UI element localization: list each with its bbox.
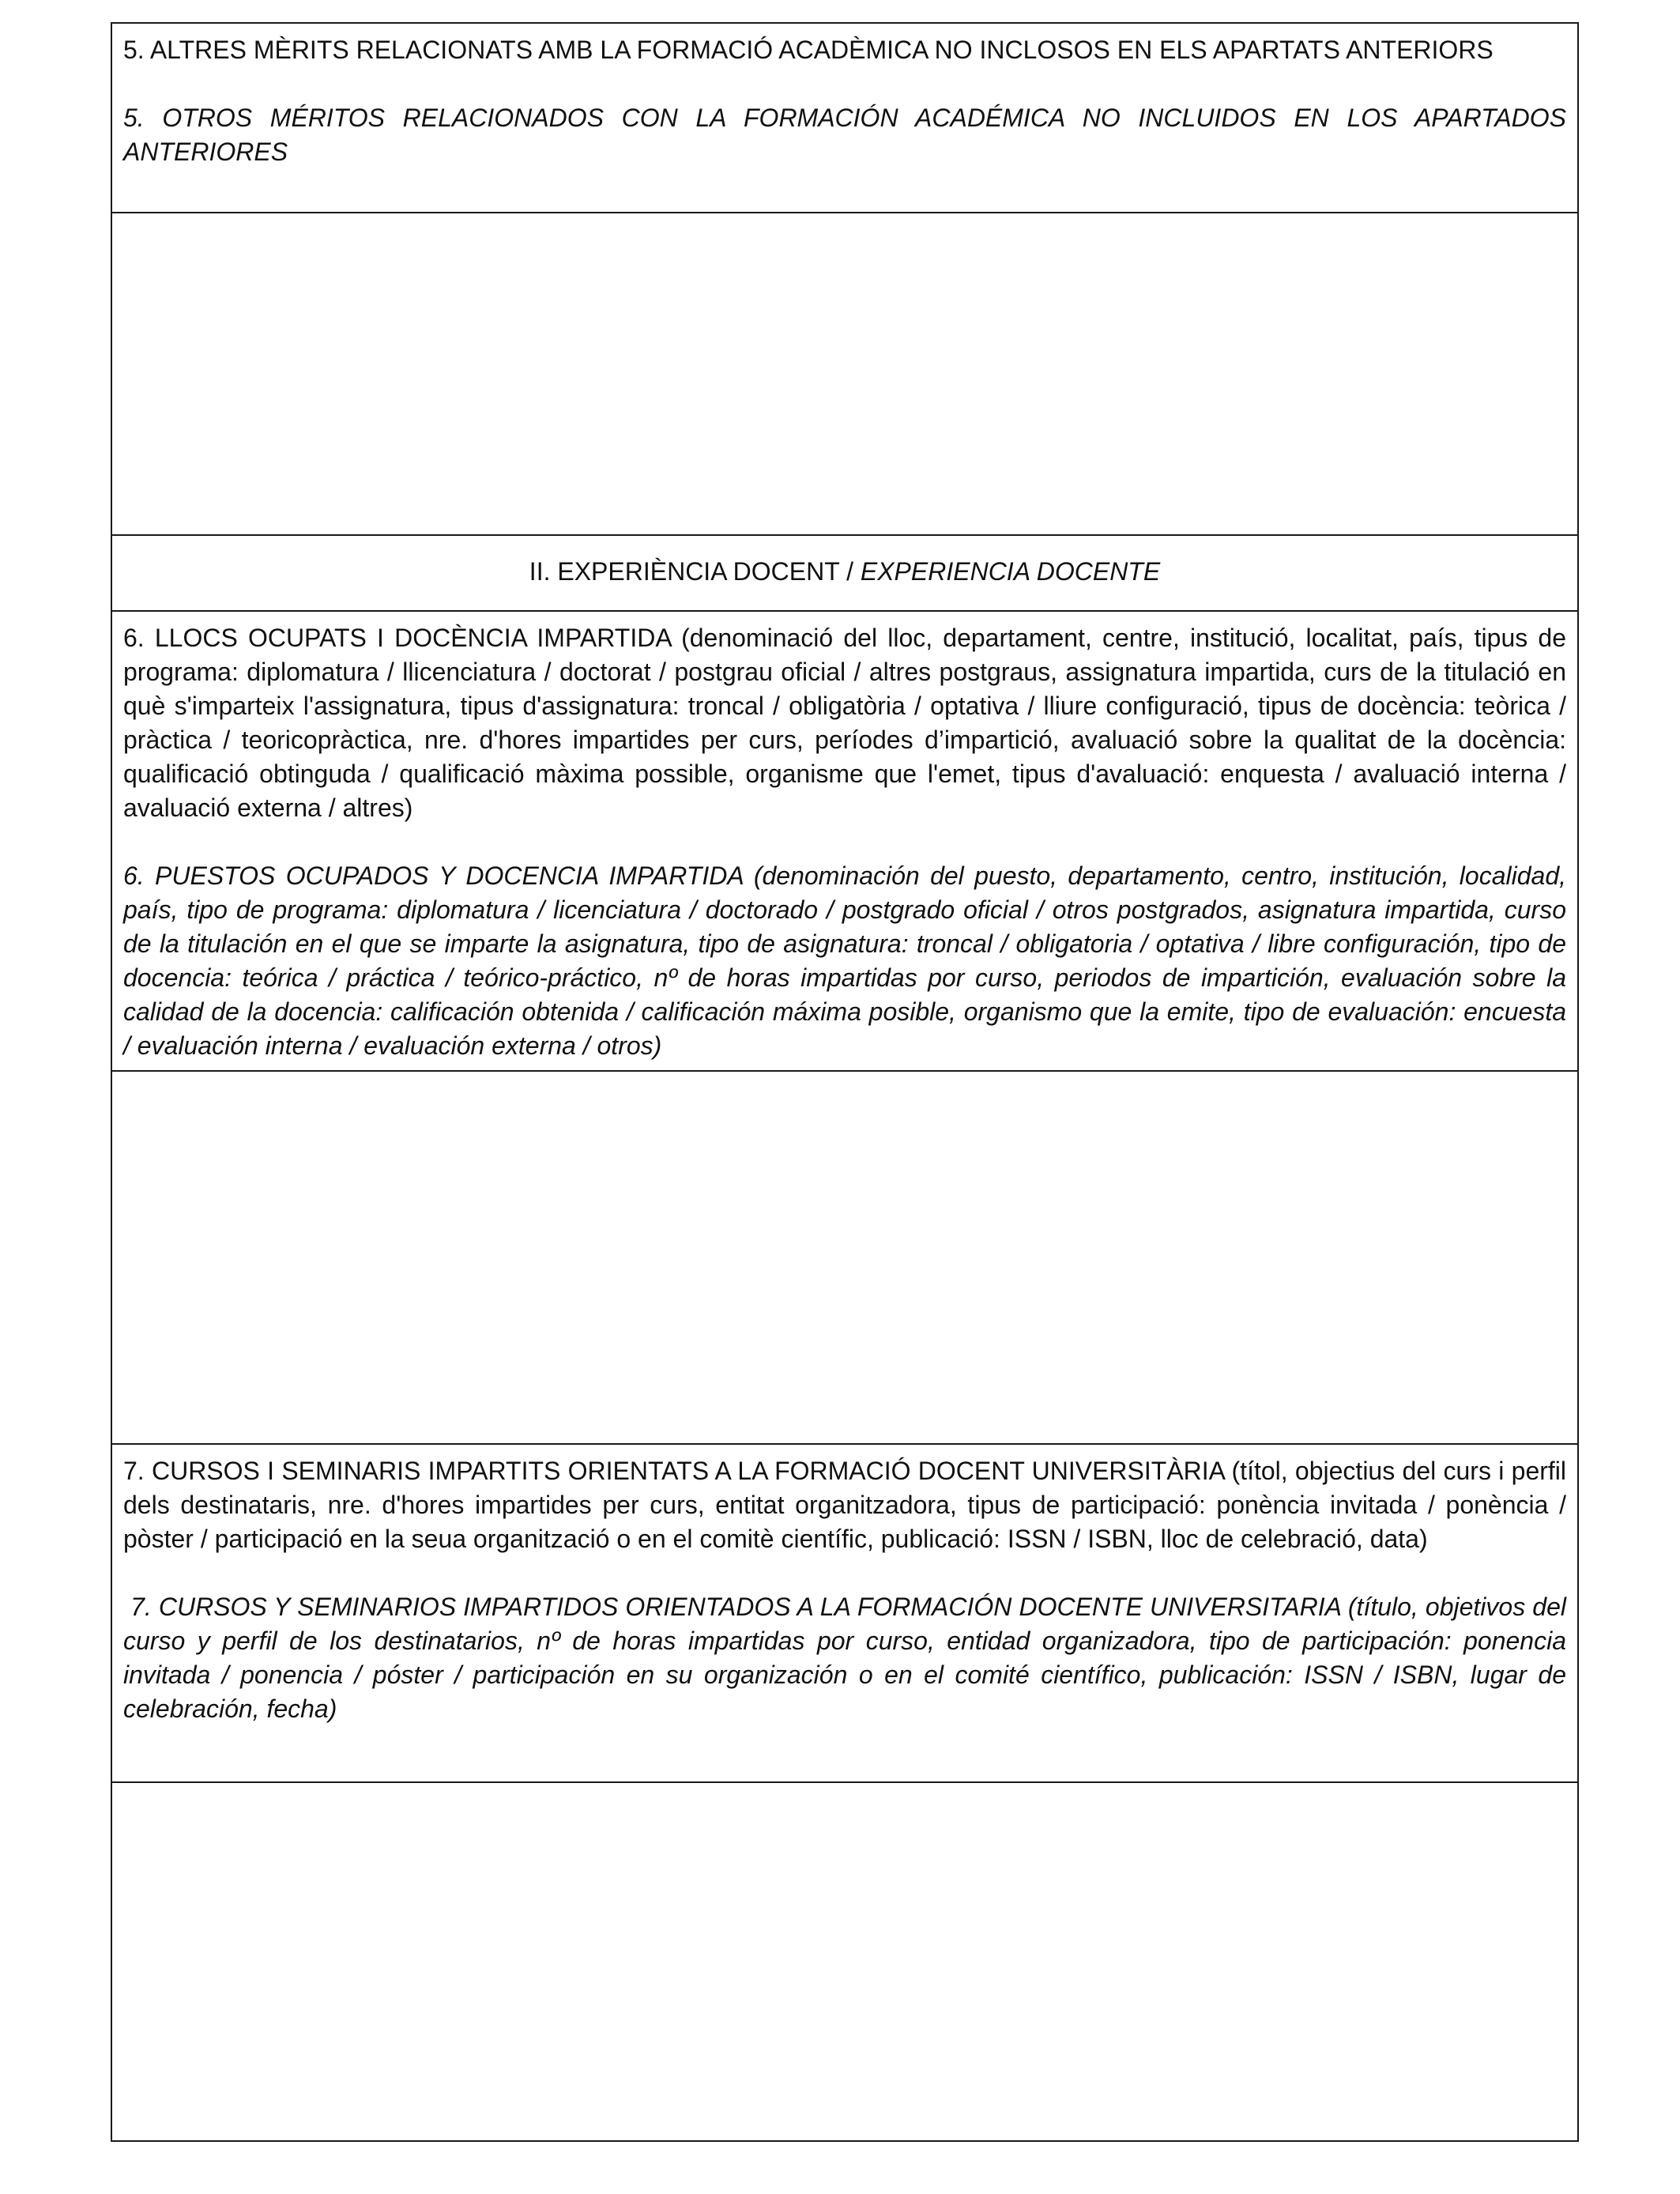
section-ii-title-es: EXPERIENCIA DOCENTE: [860, 557, 1161, 586]
section-5-header: [112, 24, 1577, 213]
section-6-header: [112, 612, 1577, 1072]
section-7-entry-area[interactable]: [112, 1783, 1577, 2140]
section-5-entry-area[interactable]: [112, 213, 1577, 536]
cv-form-table: [111, 22, 1579, 2142]
section-5-title-es: 5. OTROS MÉRITOS RELACIONADOS CON LA FORMACIÓN ACADÉMICA NO INCLUIDOS EN LOS APARTADOS ANTERIORES: [123, 104, 1566, 166]
section-7-header: [112, 1445, 1577, 1783]
section-7-text-ca: 7. CURSOS I SEMINARIS IMPARTITS ORIENTATS A LA FORMACIÓ DOCENT UNIVERSITÀRIA (títol, objectius del curs i perfil dels destinataris, nre. d'hores impartides per curs, entitat organitzadora, tipus de participació: ponència invitada / ponència / pòster / participació en la seua organització o en el comitè científic, publicació: ISSN / ISBN, lloc de celebració, data): [123, 1457, 1566, 1553]
section-6-text-ca: 6. LLOCS OCUPATS I DOCÈNCIA IMPARTIDA (denominació del lloc, departament, centre, institució, localitat, país, tipus de programa: diplomatura / llicenciatura / doctorat / postgrau oficial / altres postgraus, assignatura impartida, curs de la titulació en què s'imparteix l'assignatura, tipus d'assignatura: troncal / obligatòria / optativa / lliure configuració, tipus de docència: teòrica / pràctica / teoricopràctica, nre. d'hores impartides per curs, períodes d’impartició, avaluació sobre la qualitat de la docència: qualificació obtinguda / qualificació màxima possible, organisme que l'emet, tipus d'avaluació: enquesta / avaluació interna / avaluació externa / altres): [123, 624, 1566, 822]
section-ii-title-ca: II. EXPERIÈNCIA DOCENT /: [529, 557, 861, 586]
section-7-text-es: 7. CURSOS Y SEMINARIOS IMPARTIDOS ORIENTADOS A LA FORMACIÓN DOCENTE UNIVERSITARIA (título, objetivos del curso y perfil de los destinatarios, nº de horas impartidas por curso, entidad organizadora, tipo de participación: ponencia invitada / ponencia / póster / participación en su organización o en el comité científico, publicación: ISSN / ISBN, lugar de celebración, fecha): [123, 1593, 1573, 1723]
section-ii-header: [112, 536, 1577, 612]
section-6-entry-area[interactable]: [112, 1072, 1577, 1445]
section-6-text-es: 6. PUESTOS OCUPADOS Y DOCENCIA IMPARTIDA (denominación del puesto, departamento, centro, institución, localidad, país, tipo de programa: diplomatura / licenciatura / doctorado / postgrado oficial / otros postgrados, asignatura impartida, curso de la titulación en el que se imparte la asignatura, tipo de asignatura: troncal / obligatoria / optativa / libre configuración, tipo de docencia: teórica / práctica / teórico-práctico, nº de horas impartidas por curso, periodos de impartición, evaluación sobre la calidad de la docencia: calificación obtenida / calificación máxima posible, organismo que la emite, tipo de evaluación: encuesta / evaluación interna / evaluación externa / otros): [123, 861, 1566, 1060]
section-5-title-ca: 5. ALTRES MÈRITS RELACIONATS AMB LA FORMACIÓ ACADÈMICA NO INCLOSOS EN ELS APARTATS ANTERIORS: [123, 36, 1494, 64]
